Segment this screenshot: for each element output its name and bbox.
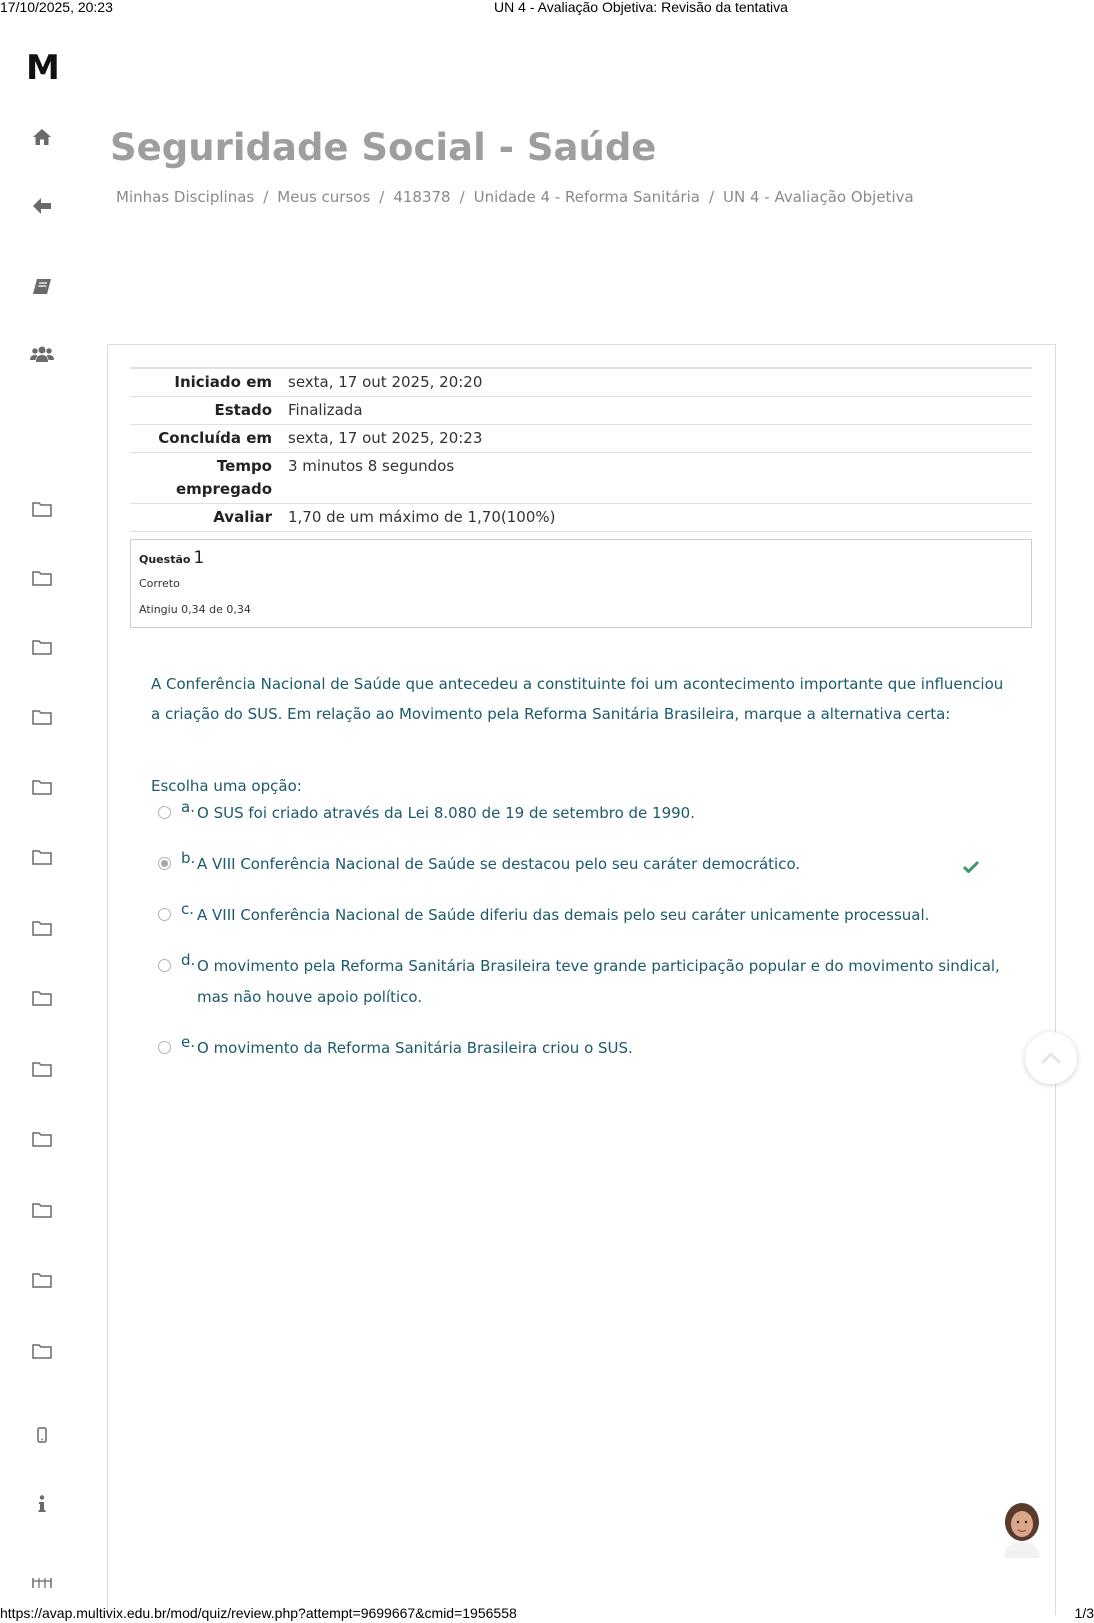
folder-icon[interactable] bbox=[30, 705, 54, 729]
correct-check-icon bbox=[963, 853, 979, 884]
breadcrumb-separator: / bbox=[263, 188, 269, 206]
logo[interactable]: M bbox=[26, 48, 58, 88]
summary-label: Iniciado em bbox=[174, 373, 272, 391]
answer-text: O movimento da Reforma Sanitária Brasileira criou o SUS. bbox=[197, 1039, 633, 1057]
home-icon[interactable] bbox=[30, 125, 54, 149]
answer-letter: e. bbox=[181, 1033, 195, 1051]
summary-row bbox=[130, 453, 1032, 504]
question-text: A Conferência Nacional de Saúde que antecedeu a constituinte foi um acontecimento importante que influenciou a criação do SUS. Em relação ao Movimento pela Reforma Sanitária Brasileira, marque a alternativa certa: bbox=[151, 675, 1004, 723]
answer-prompt: Escolha uma opção: bbox=[151, 777, 302, 795]
assistant-avatar[interactable] bbox=[999, 1500, 1045, 1558]
page-url: https://avap.multivix.edu.br/mod/quiz/review.php?attempt=9699667&cmid=1956558 bbox=[0, 1605, 517, 1621]
radio-button[interactable] bbox=[158, 908, 171, 921]
users-icon[interactable] bbox=[30, 342, 54, 366]
folder-icon[interactable] bbox=[30, 775, 54, 799]
summary-label: Avaliar bbox=[213, 508, 272, 526]
question-number bbox=[139, 548, 204, 568]
question-number-value: 1 bbox=[193, 548, 205, 568]
quiz-review-card bbox=[107, 344, 1056, 1615]
breadcrumb-item[interactable]: UN 4 - Avaliação Objetiva bbox=[723, 188, 914, 206]
breadcrumb-separator: / bbox=[459, 188, 465, 206]
summary-label: Concluída em bbox=[158, 429, 272, 447]
book-icon[interactable] bbox=[30, 275, 54, 299]
answer-letter: d. bbox=[181, 951, 196, 969]
summary-row bbox=[130, 369, 1032, 397]
summary-value: sexta, 17 out 2025, 20:20 bbox=[288, 373, 483, 391]
attempt-summary-table bbox=[130, 367, 1032, 532]
summary-value: sexta, 17 out 2025, 20:23 bbox=[288, 429, 483, 447]
breadcrumb-item[interactable]: Meus cursos bbox=[277, 188, 371, 206]
question-label: Questão bbox=[139, 553, 191, 566]
page-counter: 1/3 bbox=[1074, 1605, 1094, 1621]
scroll-to-top-button[interactable] bbox=[1025, 1032, 1077, 1084]
folder-icon[interactable] bbox=[30, 1268, 54, 1292]
folder-icon[interactable] bbox=[30, 986, 54, 1010]
folder-icon[interactable] bbox=[30, 566, 54, 590]
folder-icon[interactable] bbox=[30, 1198, 54, 1222]
question-grade: Atingiu 0,34 de 0,34 bbox=[139, 603, 251, 616]
answer-option-e[interactable] bbox=[158, 1033, 1018, 1064]
print-header bbox=[0, 0, 1094, 18]
summary-value: 3 minutos 8 segundos bbox=[288, 457, 455, 475]
summary-label: Tempo empregado bbox=[175, 457, 272, 498]
answer-option-a[interactable] bbox=[158, 798, 1018, 829]
folder-icon[interactable] bbox=[30, 497, 54, 521]
mobile-icon[interactable] bbox=[30, 1423, 54, 1447]
folder-icon[interactable] bbox=[30, 635, 54, 659]
summary-row bbox=[130, 397, 1032, 425]
answer-option-b[interactable] bbox=[158, 849, 1018, 880]
summary-label: Estado bbox=[214, 401, 272, 419]
summary-value: 1,70 de um máximo de 1,70(100%) bbox=[288, 508, 556, 526]
summary-value: Finalizada bbox=[288, 401, 363, 419]
folder-icon[interactable] bbox=[30, 916, 54, 940]
question-state: Correto bbox=[139, 577, 180, 590]
summary-row bbox=[130, 504, 1032, 532]
sidebar bbox=[0, 18, 88, 1598]
answer-letter: c. bbox=[181, 900, 195, 918]
answer-text: O SUS foi criado através da Lei 8.080 de 19 de setembro de 1990. bbox=[197, 804, 695, 822]
print-title: UN 4 - Avaliação Objetiva: Revisão da tentativa bbox=[494, 0, 788, 15]
answer-option-d[interactable] bbox=[158, 951, 1018, 1013]
folder-icon[interactable] bbox=[30, 1339, 54, 1363]
breadcrumb-item[interactable]: 418378 bbox=[393, 188, 451, 206]
breadcrumb-separator: / bbox=[708, 188, 715, 206]
question-info-box bbox=[130, 539, 1032, 628]
breadcrumb-item[interactable]: Minhas Disciplinas bbox=[116, 188, 255, 206]
table-icon[interactable] bbox=[30, 1578, 54, 1588]
answer-text: O movimento pela Reforma Sanitária Brasileira teve grande participação popular e do movimento sindical, mas não houve apoio político. bbox=[197, 957, 1000, 1006]
folder-icon[interactable] bbox=[30, 1057, 54, 1081]
breadcrumb-item[interactable]: Unidade 4 - Reforma Sanitária bbox=[473, 188, 700, 206]
radio-button[interactable] bbox=[158, 959, 171, 972]
radio-button-selected[interactable] bbox=[158, 857, 171, 870]
answer-text: A VIII Conferência Nacional de Saúde se destacou pelo seu caráter democrático. bbox=[197, 855, 801, 873]
folder-icon[interactable] bbox=[30, 845, 54, 869]
print-datetime: 17/10/2025, 20:23 bbox=[0, 0, 113, 15]
answer-letter: b. bbox=[181, 849, 196, 867]
radio-button[interactable] bbox=[158, 1041, 171, 1054]
answer-option-c[interactable] bbox=[158, 900, 1018, 931]
chevron-up-icon bbox=[1040, 1051, 1062, 1065]
breadcrumb-separator: / bbox=[379, 188, 385, 206]
print-footer bbox=[0, 1603, 1094, 1623]
answer-letter: a. bbox=[181, 798, 195, 816]
folder-icon[interactable] bbox=[30, 1127, 54, 1151]
page-title: Seguridade Social - Saúde bbox=[110, 126, 657, 169]
breadcrumb bbox=[116, 188, 914, 206]
info-icon[interactable] bbox=[30, 1492, 54, 1516]
back-arrow-icon[interactable] bbox=[30, 194, 54, 218]
summary-row bbox=[130, 425, 1032, 453]
radio-button[interactable] bbox=[158, 806, 171, 819]
answer-text: A VIII Conferência Nacional de Saúde diferiu das demais pelo seu caráter unicamente processual. bbox=[197, 906, 930, 924]
